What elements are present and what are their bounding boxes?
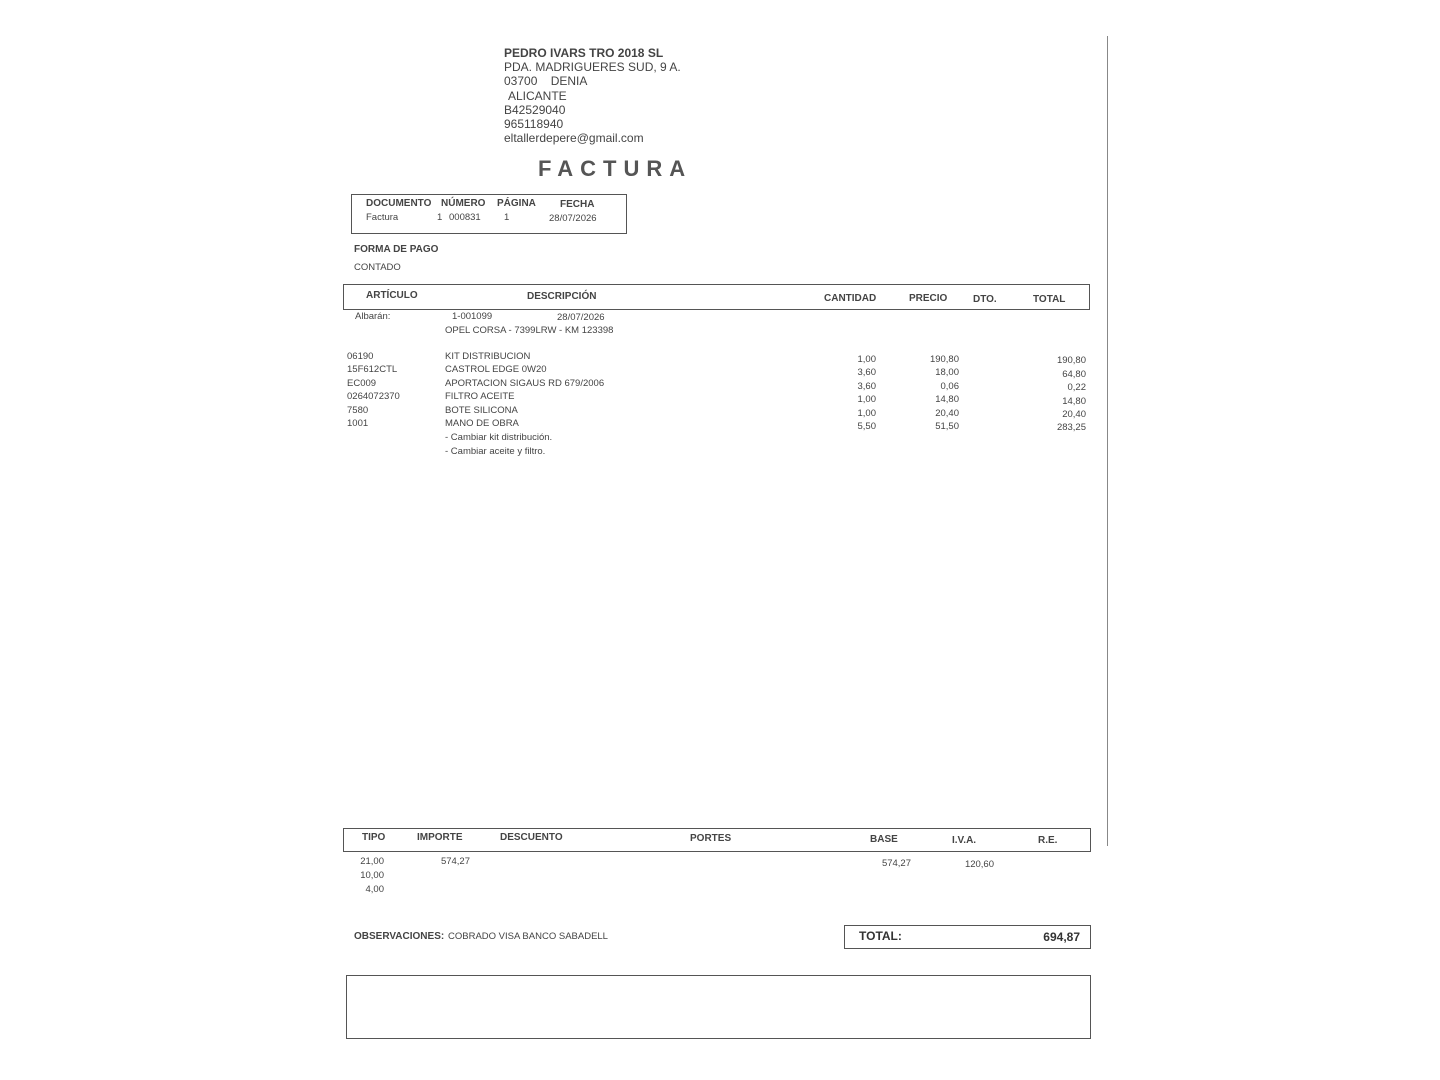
item-quantity: 1,00 bbox=[857, 354, 876, 365]
albaran-vehicle: OPEL CORSA - 7399LRW - KM 123398 bbox=[445, 325, 614, 336]
page-edge-line bbox=[1107, 36, 1108, 846]
items-header-cantidad: CANTIDAD bbox=[824, 293, 877, 304]
albaran-label: Albarán: bbox=[355, 311, 391, 322]
item-price: 18,00 bbox=[935, 367, 959, 378]
doc-header-numero: NÚMERO bbox=[441, 198, 486, 209]
company-province: ALICANTE bbox=[508, 88, 567, 103]
footer-box bbox=[346, 975, 1091, 1039]
doc-series-value: 1 bbox=[437, 212, 443, 223]
total-label: TOTAL: bbox=[859, 929, 902, 943]
tax-header-iva: I.V.A. bbox=[952, 835, 977, 846]
albaran-number: 1-001099 bbox=[452, 311, 493, 322]
item-quantity: 3,60 bbox=[857, 367, 876, 378]
company-phone: 965118940 bbox=[504, 117, 564, 132]
doc-header-documento: DOCUMENTO bbox=[366, 198, 432, 209]
tax-header-importe: IMPORTE bbox=[417, 832, 463, 843]
item-price: 0,06 bbox=[940, 381, 959, 392]
albaran-date: 28/07/2026 bbox=[557, 312, 605, 323]
doc-page-value: 1 bbox=[504, 212, 510, 223]
item-note: - Cambiar aceite y filtro. bbox=[445, 446, 546, 457]
item-code: EC009 bbox=[347, 378, 377, 389]
item-description: FILTRO ACEITE bbox=[445, 391, 515, 402]
tax-tipo: 4,00 bbox=[365, 884, 384, 895]
tax-base: 574,27 bbox=[881, 858, 911, 869]
tax-header-re: R.E. bbox=[1038, 835, 1058, 846]
item-total: 283,25 bbox=[1056, 422, 1086, 433]
observations-label: OBSERVACIONES: bbox=[354, 931, 445, 942]
items-header-precio: PRECIO bbox=[909, 293, 948, 304]
doc-number-value: 000831 bbox=[449, 212, 481, 223]
items-header-dto: DTO. bbox=[973, 294, 997, 305]
tax-tipo: 21,00 bbox=[360, 856, 384, 867]
item-code: 1001 bbox=[347, 418, 369, 429]
item-price: 190,80 bbox=[929, 354, 959, 365]
tax-header-portes: PORTES bbox=[690, 833, 732, 844]
item-note: - Cambiar kit distribución. bbox=[445, 432, 553, 443]
tax-header-descuento: DESCUENTO bbox=[500, 832, 563, 843]
document-title: FACTURA bbox=[538, 156, 693, 181]
item-price: 51,50 bbox=[935, 421, 959, 432]
company-tax-id: B42529040 bbox=[504, 102, 566, 117]
item-code: 0264072370 bbox=[347, 391, 400, 402]
tax-header-base: BASE bbox=[870, 834, 898, 845]
observations-value: COBRADO VISA BANCO SABADELL bbox=[448, 931, 608, 942]
payment-label: FORMA DE PAGO bbox=[354, 244, 439, 255]
doc-header-pagina: PÁGINA bbox=[497, 198, 536, 209]
item-code: 15F612CTL bbox=[347, 364, 398, 375]
doc-header-fecha: FECHA bbox=[560, 199, 595, 210]
company-city: 03700 DENIA bbox=[504, 74, 588, 89]
item-description: APORTACION SIGAUS RD 679/2006 bbox=[445, 378, 605, 389]
company-info bbox=[504, 46, 681, 145]
item-code: 7580 bbox=[347, 405, 369, 416]
item-total: 20,40 bbox=[1062, 409, 1086, 420]
items-header-descripcion: DESCRIPCIÓN bbox=[527, 291, 597, 302]
tax-header-tipo: TIPO bbox=[362, 832, 386, 843]
item-quantity: 1,00 bbox=[857, 394, 876, 405]
item-description: KIT DISTRIBUCION bbox=[445, 351, 531, 362]
item-price: 14,80 bbox=[935, 394, 959, 405]
item-total: 14,80 bbox=[1062, 396, 1086, 407]
doc-date-value: 28/07/2026 bbox=[549, 213, 597, 224]
tax-iva: 120,60 bbox=[964, 859, 994, 870]
tax-importe: 574,27 bbox=[440, 856, 470, 867]
item-description: CASTROL EDGE 0W20 bbox=[445, 364, 547, 375]
payment-value: CONTADO bbox=[354, 262, 401, 273]
doc-type-value: Factura bbox=[366, 212, 399, 223]
items-header-total: TOTAL bbox=[1033, 294, 1066, 305]
company-email: eltallerdepere@gmail.com bbox=[504, 131, 644, 146]
item-code: 06190 bbox=[347, 351, 374, 362]
company-address: PDA. MADRIGUERES SUD, 9 A. bbox=[504, 60, 681, 75]
item-quantity: 3,60 bbox=[857, 381, 876, 392]
company-name: PEDRO IVARS TRO 2018 SL bbox=[504, 46, 664, 60]
item-total: 64,80 bbox=[1062, 369, 1086, 380]
item-quantity: 5,50 bbox=[857, 421, 876, 432]
item-price: 20,40 bbox=[935, 408, 959, 419]
total-amount: 694,87 bbox=[1043, 930, 1080, 944]
items-header-articulo: ARTÍCULO bbox=[366, 290, 418, 301]
item-description: MANO DE OBRA bbox=[445, 418, 519, 429]
item-total: 190,80 bbox=[1056, 355, 1086, 366]
item-quantity: 1,00 bbox=[857, 408, 876, 419]
item-description: BOTE SILICONA bbox=[445, 405, 518, 416]
item-total: 0,22 bbox=[1067, 382, 1086, 393]
tax-tipo: 10,00 bbox=[360, 870, 384, 881]
